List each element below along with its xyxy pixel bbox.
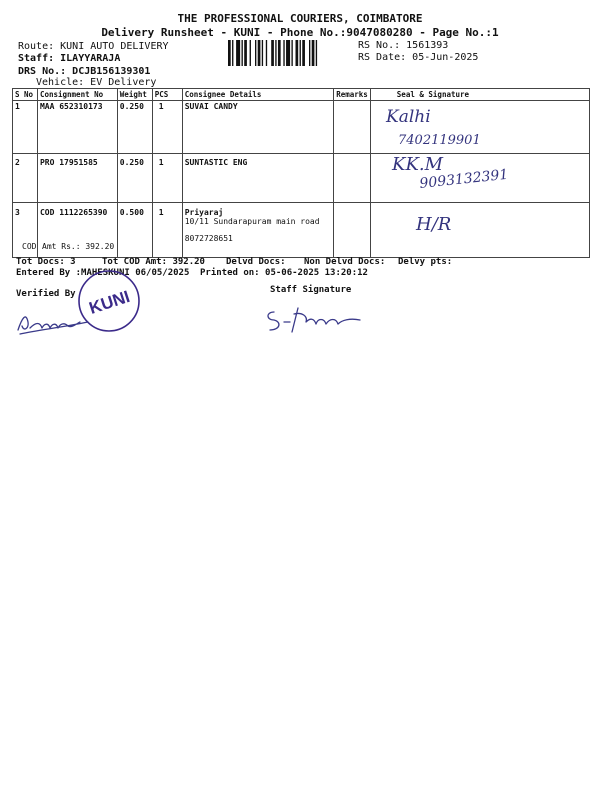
col-header-remarks: Remarks xyxy=(334,89,371,101)
barcode-bar xyxy=(283,40,284,66)
row-consignee: SUVAI CANDY xyxy=(182,101,334,154)
barcode-bar xyxy=(255,40,256,66)
verified-by-label: Verified By xyxy=(16,289,76,299)
stamp-text: KUNI xyxy=(86,286,133,318)
row-weight: 0.250 xyxy=(117,154,152,203)
row1-handwritten-name: Kalhi xyxy=(386,107,431,127)
barcode-bar xyxy=(242,40,243,66)
vehicle-label: Vehicle: EV Delivery xyxy=(36,77,157,88)
row1-handwritten-signature xyxy=(380,104,530,148)
total-cod-amount: Tot COD Amt: 392.20 xyxy=(102,257,205,267)
row-sno: 1 xyxy=(13,101,38,154)
row-remarks xyxy=(334,154,371,203)
row-pcs: 1 xyxy=(152,154,182,203)
staff-signature-label: Staff Signature xyxy=(270,285,352,295)
row-pcs: 1 xyxy=(152,101,182,154)
row-consignee: SUNTASTIC ENG xyxy=(182,154,334,203)
barcode-bar xyxy=(286,40,290,66)
row-phone: 8072728651 xyxy=(184,234,233,243)
row-consignment: MAA 652310173 xyxy=(37,101,117,154)
row3-handwritten-mark xyxy=(412,198,472,242)
company-title: THE PROFESSIONAL COURIERS, COIMBATORE xyxy=(177,12,423,25)
row-consignee-cell xyxy=(182,203,334,258)
printed-on: Printed on: 05-06-2025 13:20:12 xyxy=(200,268,368,278)
row-remarks xyxy=(334,101,371,154)
non-delivered-docs: Non Delvd Docs: xyxy=(304,257,386,267)
row-consignment: COD 1112265390 xyxy=(37,203,117,258)
barcode-bar xyxy=(312,40,315,66)
row3-handwritten-text: H/R xyxy=(416,214,452,235)
stray-mark xyxy=(344,715,350,726)
drs-number: DRS No.: DCJB156139301 xyxy=(18,66,151,77)
staff-signature xyxy=(264,304,374,336)
barcode-bar xyxy=(266,40,267,66)
barcode-bar xyxy=(309,40,310,66)
barcode-bar xyxy=(232,40,233,66)
runsheet-subtitle: Delivery Runsheet - KUNI - Phone No.:9047080280 - Page No.:1 xyxy=(101,26,499,39)
barcode-bar xyxy=(236,40,240,66)
barcode-bar xyxy=(275,40,276,66)
table-header-row xyxy=(13,89,590,101)
col-header-pcs: PCS xyxy=(152,89,182,101)
row-consignee: Priyaraj xyxy=(184,208,224,217)
barcode-bar xyxy=(291,40,292,66)
rs-number: RS No.: 1561393 xyxy=(358,40,449,51)
total-docs: Tot Docs: 3 xyxy=(16,257,76,267)
delivery-points: Delvy pts: xyxy=(398,257,453,267)
row-weight: 0.500 xyxy=(117,203,152,258)
barcode-bar xyxy=(262,40,263,66)
delivered-docs: Delvd Docs: xyxy=(226,257,286,267)
cod-amount: Amt Rs.: 392.20 xyxy=(42,242,115,251)
col-header-sno: S No xyxy=(13,89,38,101)
col-header-consignment: Consignment No xyxy=(37,89,117,101)
row-address: 10/11 Sundarapuram main road xyxy=(184,217,320,226)
row2-handwritten-signature xyxy=(388,148,548,198)
row2-handwritten-name: KK.M xyxy=(392,154,444,175)
barcode-bar xyxy=(296,40,299,66)
entered-by: Entered By :MAHESKUNI 06/05/2025 xyxy=(16,268,190,278)
rs-date: RS Date: 05-Jun-2025 xyxy=(358,52,479,63)
barcode xyxy=(228,40,350,66)
barcode-bar xyxy=(316,40,317,66)
barcode-bar xyxy=(250,40,251,66)
row-seal-signature xyxy=(370,203,589,258)
row-sno: 3 xyxy=(13,203,38,258)
row-consignment: PRO 17951585 xyxy=(37,154,117,203)
row-sno: 2 xyxy=(13,154,38,203)
col-header-consignee: Consignee Details xyxy=(182,89,334,101)
staff-label: Staff: ILAYYARAJA xyxy=(18,53,121,64)
barcode-bar xyxy=(258,40,261,66)
col-header-seal-signature: Seal & Signature xyxy=(370,89,589,101)
barcode-bar xyxy=(278,40,281,66)
row1-handwritten-phone: 7402119901 xyxy=(398,133,481,148)
row2-handwritten-phone: 9093132391 xyxy=(418,166,510,192)
barcode-bar xyxy=(271,40,274,66)
barcode-bar xyxy=(300,40,301,66)
row-remarks xyxy=(334,203,371,258)
row-pcs: 1 xyxy=(152,203,182,258)
barcode-bar xyxy=(302,40,305,66)
cod-label: COD xyxy=(22,242,37,251)
barcode-bar xyxy=(228,40,231,66)
row-weight: 0.250 xyxy=(117,101,152,154)
verifier-signature xyxy=(14,300,94,340)
route-label: Route: KUNI AUTO DELIVERY xyxy=(18,41,169,52)
barcode-bar xyxy=(244,40,247,66)
col-header-weight: Weight xyxy=(117,89,152,101)
